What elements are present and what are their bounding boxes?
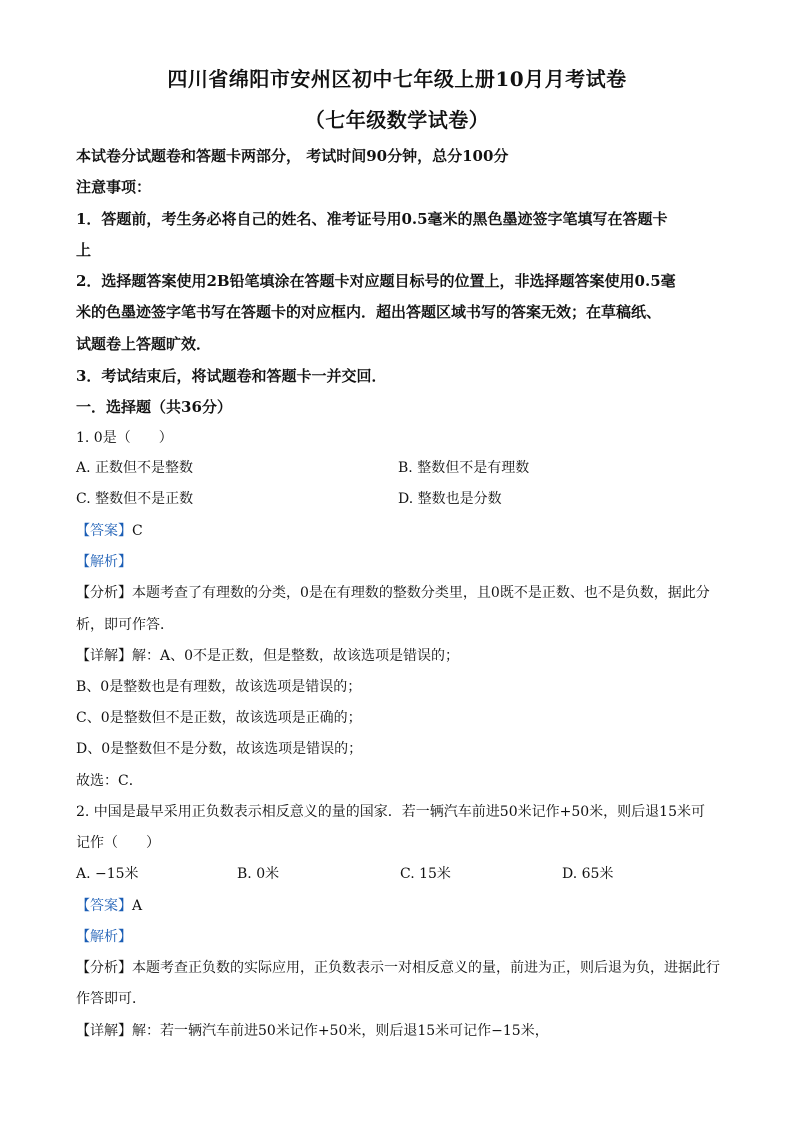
analysis-tag: 【解析】 — [76, 554, 132, 570]
q2-xiangjie-line — [76, 1021, 726, 1041]
answer-value: C — [132, 523, 143, 539]
q2-answer-line — [76, 896, 726, 916]
xiangjie-text: 故选：C． — [76, 773, 143, 789]
xiangjie-text: 解：A、0不是正数，但是整数，故该选项是错误的； — [132, 648, 460, 664]
exam-intro: 本试卷分试题卷和答题卡两部分， 考试时间90分钟，总分100分 — [76, 147, 509, 165]
xiangjie-text: C、0是整数但不是正数，故该选项是正确的； — [76, 710, 362, 726]
q1-option-a: A. 正数但不是整数 — [76, 460, 194, 476]
fenxi-text: 作答即可． — [76, 991, 146, 1007]
notice-line: 米的色墨迹签字笔书写在答题卡的对应框内．超出答题区域书写的答案无效；在草稿纸、 — [76, 303, 662, 321]
q1-xiangjie-line — [76, 646, 726, 666]
q1-answer-line — [76, 521, 726, 541]
notice-line: 试题卷上答题旷效． — [76, 335, 212, 353]
fenxi-text: 本题考查正负数的实际应用，正负数表示一对相反意义的量，前进为正，则后退为负，进据此行 — [132, 960, 720, 976]
page-title: 四川省绵阳市安州区初中七年级上册10月月考试卷 — [167, 67, 627, 91]
q1-fenxi-line — [76, 583, 726, 603]
notice-heading: 注意事项： — [76, 178, 152, 196]
xiangjie-tag: 【详解】 — [76, 1023, 132, 1039]
question-stem: 记作（ ） — [76, 835, 160, 851]
q2-option-b: B. 0米 — [237, 866, 280, 882]
q2-option-a: A. −15米 — [76, 866, 139, 882]
answer-tag: 【答案】 — [76, 523, 132, 539]
q2-option-c: C. 15米 — [400, 866, 451, 882]
question-stem: 1. 0是（ ） — [76, 430, 173, 446]
analysis-tag: 【解析】 — [76, 929, 132, 945]
answer-tag: 【答案】 — [76, 898, 132, 914]
xiangjie-text: B、0是整数也是有理数，故该选项是错误的； — [76, 679, 362, 695]
fenxi-text: 析，即可作答． — [76, 617, 174, 633]
fenxi-tag: 【分析】 — [76, 585, 132, 601]
fenxi-tag: 【分析】 — [76, 960, 132, 976]
q1-option-c: C. 整数但不是正数 — [76, 491, 194, 507]
page-subtitle: （七年级数学试卷） — [304, 108, 490, 132]
q2-fenxi-line — [76, 958, 726, 978]
xiangjie-tag: 【详解】 — [76, 648, 132, 664]
xiangjie-text: 解：若一辆汽车前进50米记作+50米，则后退15米可记作−15米， — [132, 1023, 549, 1039]
q1-option-b: B. 整数但不是有理数 — [398, 460, 530, 476]
fenxi-text: 本题考查了有理数的分类，0是在有理数的整数分类里，且0既不是正数、也不是负数，据此分 — [132, 585, 710, 601]
section-heading: 一．选择题（共36分） — [76, 398, 232, 416]
notice-line: 2．选择题答案使用2B铅笔填涂在答题卡对应题目标号的位置上，非选择题答案使用0.5毫 — [76, 272, 676, 290]
notice-line: 1．答题前，考生务必将自己的姓名、准考证号用0.5毫米的黑色墨迹签字笔填写在答题卡 — [76, 210, 668, 228]
xiangjie-text: D、0是整数但不是分数，故该选项是错误的； — [76, 741, 363, 757]
q2-option-d: D. 65米 — [562, 866, 614, 882]
notice-line: 3．考试结束后，将试题卷和答题卡一并交回． — [76, 367, 387, 385]
q1-option-d: D. 整数也是分数 — [398, 491, 502, 507]
notice-line: 上 — [76, 241, 92, 259]
answer-value: A — [132, 898, 143, 914]
question-stem: 2. 中国是最早采用正负数表示相反意义的量的国家．若一辆汽车前进50米记作+50米，则后退15米可 — [76, 804, 705, 820]
